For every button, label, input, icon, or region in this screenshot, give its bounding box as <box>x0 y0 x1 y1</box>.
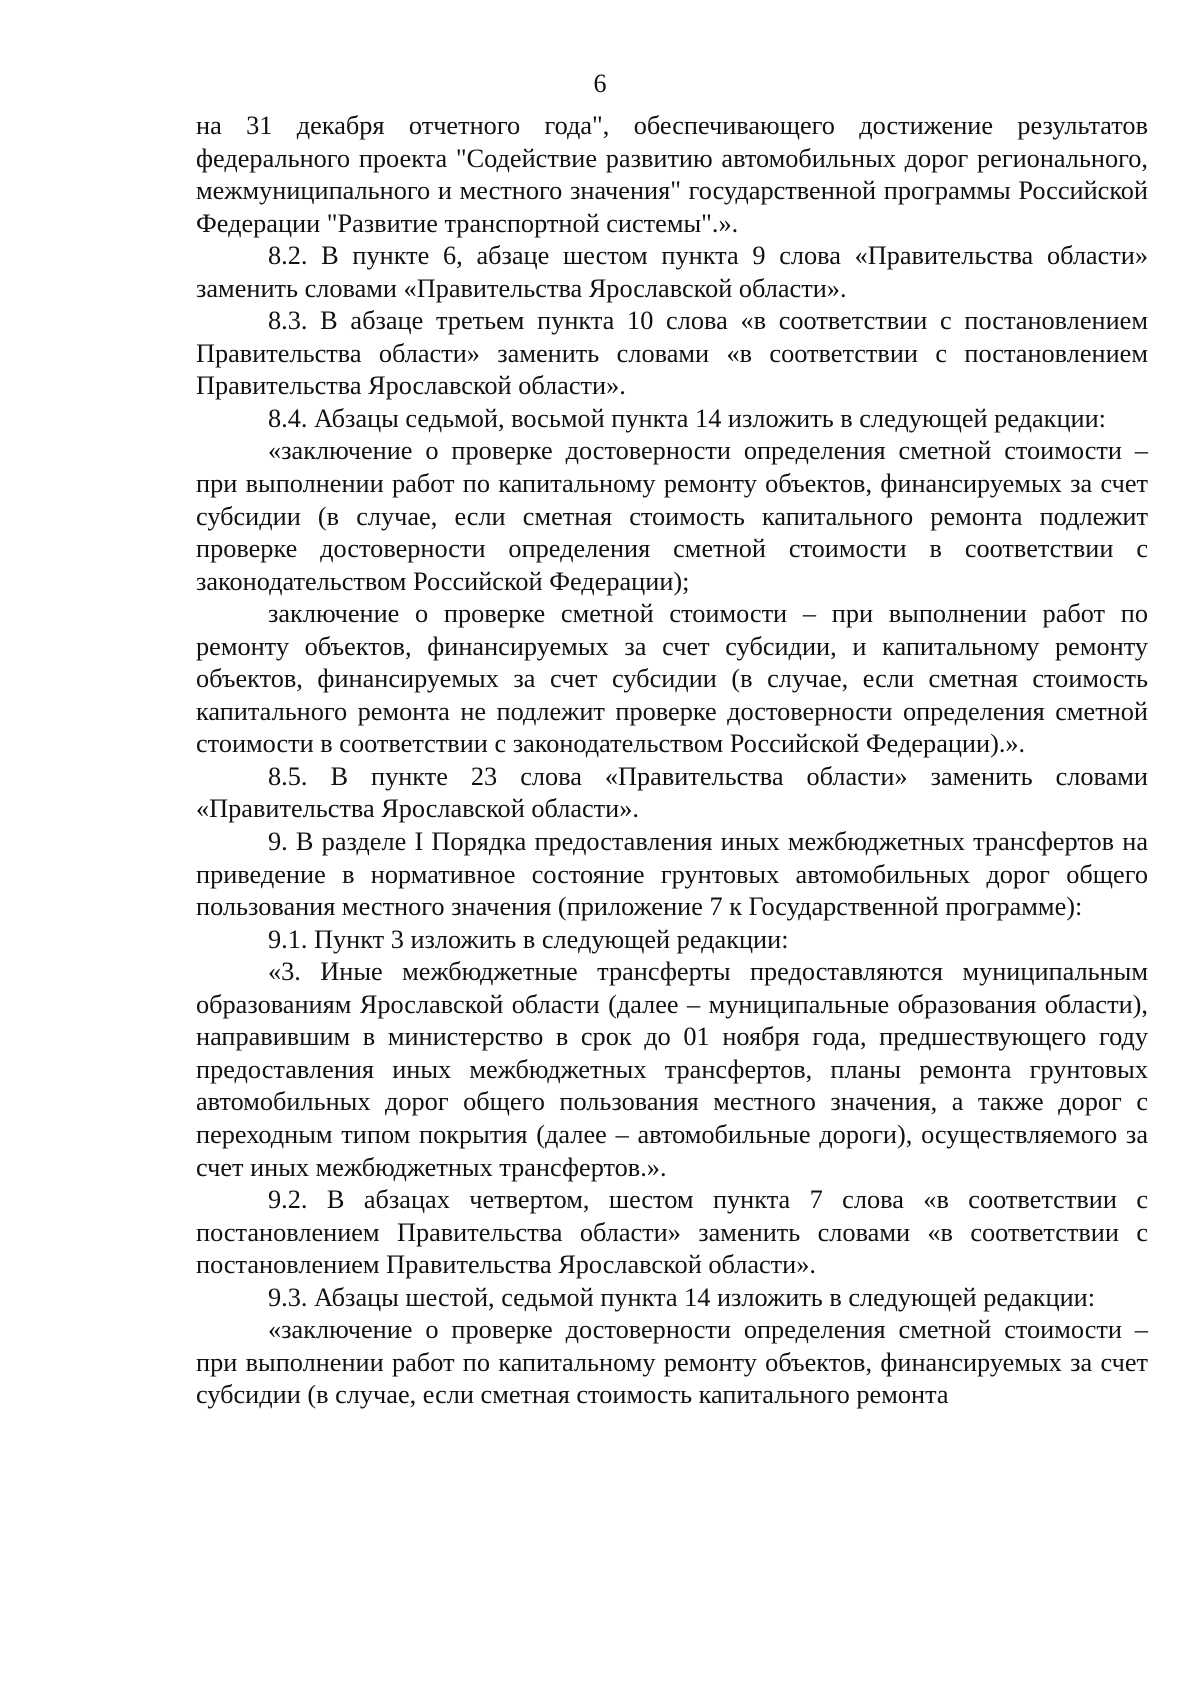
paragraph-9: 9. В разделе I Порядка предоставления иных межбюджетных трансфертов на приведение в нормативное состояние грунтовых автомобильных дорог общего пользования местного значения (приложение 7 к Государственной программе): <box>196 827 1148 922</box>
paragraph-9-1-quote: «3. Иные межбюджетные трансферты предоставляются муниципальным образованиям Ярославской области (далее – муниципальные образования области), направившим в министерство в срок до 01 ноября года, предшествующего году предоставления иных межбюджетных трансфертов, планы ремонта грунтовых автомобильных дорог общего пользования местного значения, а также дорог с переходным типом покрытия (далее – автомобильные дороги), осуществляемого за счет иных межбюджетных трансфертов.». <box>196 957 1148 1182</box>
paragraph-9-3: 9.3. Абзацы шестой, седьмой пункта 14 изложить в следующей редакции: <box>268 1282 1096 1312</box>
paragraph-continuation: на 31 декабря отчетного года", обеспечивающего достижение результатов федерального проекта "Содействие развитию автомобильных дорог регионального, межмуниципального и местного значения" государственной программы Российской Федерации "Развитие транспортной системы".». <box>196 111 1148 238</box>
paragraph-8-4: 8.4. Абзацы седьмой, восьмой пункта 14 изложить в следующей редакции: <box>268 403 1106 433</box>
paragraph-9-3-quote: «заключение о проверке достоверности определения сметной стоимости – при выполнении работ по капитальному ремонту объектов, финансируемых за счет субсидии (в случае, если сметная стоимость капитального ремонта <box>196 1315 1148 1410</box>
page-number: 6 <box>593 69 607 98</box>
paragraph-8-5: 8.5. В пункте 23 слова «Правительства области» заменить словами «Правительства Ярославской области». <box>196 761 1148 824</box>
paragraph-9-2: 9.2. В абзацах четвертом, шестом пункта 7 слова «в соответствии с постановлением Правительства области» заменить словами «в соответствии с постановлением Правительства Ярославской области». <box>196 1185 1148 1280</box>
paragraph-8-4-quote-1: «заключение о проверке достоверности определения сметной стоимости – при выполнении работ по капитальному ремонту объектов, финансируемых за счет субсидии (в случае, если сметная стоимость капитального ремонта подлежит проверке достоверности определения сметной стоимости в соответствии с законодательством Российской Федерации); <box>196 436 1148 596</box>
paragraph-8-4-quote-2: заключение о проверке сметной стоимости – при выполнении работ по ремонту объектов, финансируемых за счет субсидии, и капитальному ремонту объектов, финансируемых за счет субсидии (в случае, если сметная стоимость капитального ремонта не подлежит проверке достоверности определения сметной стоимости в соответствии с законодательством Российской Федерации).». <box>196 599 1148 759</box>
paragraph-8-2: 8.2. В пункте 6, абзаце шестом пункта 9 слова «Правительства области» заменить словами «Правительства Ярославской области». <box>196 241 1148 303</box>
paragraph-8-3: 8.3. В абзаце третьем пункта 10 слова «в соответствии с постановлением Правительства области» заменить словами «в соответствии с постановлением Правительства Ярославской области». <box>196 306 1148 401</box>
paragraph-9-1: 9.1. Пункт 3 изложить в следующей редакции: <box>268 924 789 954</box>
document-body <box>196 110 1148 1412</box>
